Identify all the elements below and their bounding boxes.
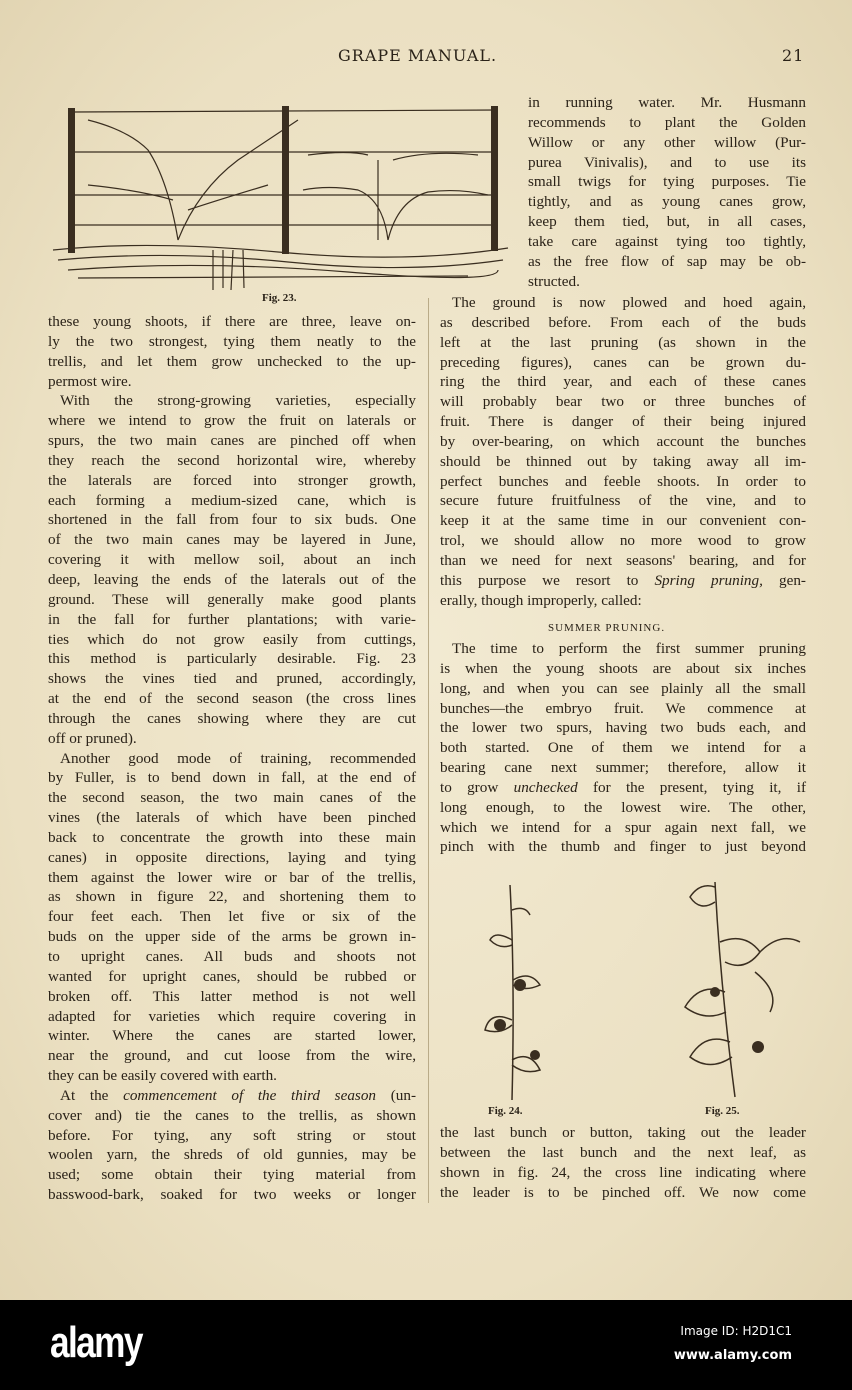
text-line: [48, 1086, 416, 1106]
text-segment: to upright canes. All buds and shoots not: [48, 948, 416, 965]
text-line: [48, 630, 416, 650]
text-line: [48, 352, 416, 372]
text-segment: than we need for next seasons' bearing, and for: [440, 551, 806, 569]
text-segment: adapted for varieties which require covering in: [48, 1007, 416, 1025]
text-line: [48, 649, 416, 669]
text-segment: they can be easily covered with earth.: [48, 1067, 277, 1085]
figure-23-trellis-illustration: [48, 100, 513, 290]
text-line: [440, 531, 806, 551]
text-segment: deep, leaving the ends of the laterals out of the: [48, 570, 416, 588]
text-segment: The time to perform the first summer pruning: [452, 640, 806, 657]
page-number: 21: [782, 46, 805, 65]
text-line: [528, 113, 806, 133]
text-segment: secure future fruitfulness of the vine, and to: [440, 492, 806, 510]
text-line: [48, 788, 416, 808]
text-segment: long, and when you can see plainly all the small: [440, 679, 806, 697]
text-segment: preceding figures), canes can be grown du-: [440, 353, 806, 371]
text-segment: woolen yarn, the shreds of old gunnies, may be: [48, 1146, 416, 1164]
text-segment: this method is particularly desirable. Fig. 23: [48, 650, 416, 668]
text-segment: each forming a medium-sized cane, which is: [48, 491, 416, 509]
text-line: [48, 669, 416, 689]
text-line: [440, 472, 806, 492]
text-segment: this purpose we resort to: [440, 571, 655, 589]
text-line: [48, 491, 416, 511]
text-line: [440, 718, 806, 738]
text-segment: both started. One of them we intend for a: [440, 739, 806, 757]
text-line: [48, 1046, 416, 1066]
text-line: [48, 372, 416, 392]
text-line: [528, 272, 806, 292]
text-line: [440, 639, 806, 659]
figure-25-caption: Fig. 25.: [705, 1105, 740, 1117]
text-segment: canes) in opposite directions, laying and tying: [48, 848, 416, 866]
text-segment: ground. These will generally make good plants: [48, 590, 416, 608]
text-line: [48, 550, 416, 570]
text-line: [48, 709, 416, 729]
text-segment: fruit. There is danger of their being injured: [440, 413, 806, 431]
text-segment: erally, though improperly, called:: [440, 591, 642, 609]
text-segment: near the ground, and cut loose from the wire,: [48, 1047, 416, 1065]
watermark-bar: [0, 1300, 852, 1390]
text-line: [440, 818, 806, 838]
text-segment: spurs, the two main canes are pinched off when: [48, 432, 416, 450]
text-line: [48, 868, 416, 888]
text-segment: trol, we should allow no more wood to grow: [440, 532, 806, 550]
right-top-text: [528, 93, 806, 291]
text-line: [440, 432, 806, 452]
text-segment: At the: [60, 1086, 124, 1104]
text-segment: trellis, and let them grow unchecked to the up-: [48, 352, 416, 370]
text-line: [48, 1145, 416, 1165]
text-line: [440, 659, 806, 679]
text-segment: by over-bearing, on which account the bunches: [440, 432, 806, 450]
text-line: [48, 471, 416, 491]
text-line: [48, 1126, 416, 1146]
text-line: [48, 1185, 416, 1205]
text-line: [440, 392, 806, 412]
text-segment: as the free flow of sap may be ob-: [528, 252, 806, 270]
text-segment: take care against tying too tightly,: [528, 232, 806, 250]
text-line: [48, 431, 416, 451]
text-segment: these young shoots, if there are three, leave on-: [48, 313, 416, 330]
text-segment: cover and) tie the canes to the trellis, as shown: [48, 1106, 416, 1124]
right-bottom-text: [440, 1123, 806, 1202]
text-segment: shown in fig. 24, the cross line indicating where: [440, 1163, 806, 1181]
text-line: [48, 927, 416, 947]
text-segment: small twigs for tying purposes. Tie: [528, 173, 806, 191]
text-segment: With the strong-growing varieties, especially: [60, 392, 416, 410]
text-segment: four feet each. Then let five or six of the: [48, 908, 416, 926]
text-line: [440, 293, 806, 313]
text-line: [48, 332, 416, 352]
text-segment: ties which do not grow easily from cuttings,: [48, 630, 416, 648]
text-line: [440, 313, 806, 333]
text-line: [48, 1026, 416, 1046]
image-id: Image ID: H2D1C1: [680, 1324, 792, 1338]
text-line: [440, 571, 806, 591]
text-line: [440, 778, 806, 798]
text-segment: buds on the upper side of the arms be grown in-: [48, 928, 416, 946]
text-line: [48, 411, 416, 431]
text-line: [440, 1143, 806, 1163]
text-line: [440, 353, 806, 373]
figure-24-caption: Fig. 24.: [488, 1105, 523, 1117]
text-segment: structed.: [528, 272, 580, 290]
text-line: [48, 451, 416, 471]
text-line: [528, 232, 806, 252]
text-line: [48, 987, 416, 1007]
italic-text: Spring pruning,: [654, 571, 763, 589]
italic-text: commencement of the third season: [123, 1086, 377, 1104]
text-segment: bunches—the embryo fruit. We commence at: [440, 699, 806, 717]
text-segment: pinch with the thumb and finger to just beyond: [440, 838, 806, 856]
text-line: [528, 252, 806, 272]
text-line: [48, 768, 416, 788]
italic-text: unchecked: [513, 778, 578, 796]
text-segment: will probably bear two or three bunches of: [440, 393, 806, 411]
alamy-logo: alamy: [50, 1318, 142, 1367]
text-segment: to grow: [440, 778, 514, 796]
text-segment: (un-: [376, 1086, 416, 1104]
running-header: GRAPE MANUAL.: [338, 46, 498, 65]
text-segment: keep them tied, but, in all cases,: [528, 213, 806, 231]
text-line: [440, 372, 806, 392]
text-segment: the leader is to be pinched off. We now come: [440, 1183, 806, 1201]
text-segment: keep it at the same time in our convenient con-: [440, 512, 806, 530]
left-column-text: [48, 312, 416, 1205]
text-line: [528, 172, 806, 192]
text-line: [48, 887, 416, 907]
text-segment: should be thinned out by taking away all im-: [440, 452, 806, 470]
text-segment: the laterals are forced into stronger growth,: [48, 471, 416, 489]
column-divider: [428, 298, 429, 1203]
figure-24-vine-shoot-illustration: [470, 880, 560, 1105]
text-segment: covering it with mellow soil, about an inch: [48, 551, 416, 569]
text-line: [440, 1163, 806, 1183]
text-segment: at the end of the second season (the cross lines: [48, 690, 416, 708]
text-segment: bearing cane next summer; therefore, allow it: [440, 759, 806, 777]
text-line: [440, 1183, 806, 1203]
text-segment: shows the vines tied and pruned, accordingly,: [48, 670, 416, 688]
text-segment: permost wire.: [48, 372, 132, 390]
figure-25-vine-shoot-illustration: [660, 862, 805, 1102]
text-line: [440, 679, 806, 699]
text-segment: perfect bunches and feeble shoots. In order to: [440, 472, 806, 490]
text-segment: as described before. From each of the buds: [440, 313, 806, 331]
summer-pruning-text: [440, 639, 806, 857]
text-segment: Willow or any other willow (Pur-: [528, 133, 806, 151]
text-line: [440, 551, 806, 571]
text-line: [48, 1106, 416, 1126]
text-segment: ly the two strongest, tying them neatly to the: [48, 332, 416, 350]
text-line: [48, 312, 416, 332]
text-line: [48, 590, 416, 610]
text-line: [440, 837, 806, 857]
text-line: [528, 133, 806, 153]
section-heading-summer-pruning: SUMMER PRUNING.: [548, 622, 666, 634]
text-line: [48, 848, 416, 868]
text-segment: before. For tying, any soft string or stout: [48, 1126, 416, 1144]
text-segment: where we intend to grow the fruit on laterals or: [48, 412, 416, 430]
text-line: [440, 333, 806, 353]
text-line: [48, 1007, 416, 1027]
text-line: [48, 570, 416, 590]
figure-23-caption: Fig. 23.: [262, 292, 297, 304]
text-segment: the last bunch or button, taking out the leader: [440, 1124, 806, 1141]
text-line: [48, 391, 416, 411]
text-line: [440, 412, 806, 432]
text-line: [528, 153, 806, 173]
text-line: [48, 729, 416, 749]
text-line: [48, 749, 416, 769]
text-segment: through the canes showing where they are cut: [48, 709, 416, 727]
text-segment: the second season, the two main canes of the: [48, 789, 416, 807]
text-segment: ring the third year, and each of these canes: [440, 373, 806, 391]
text-line: [48, 510, 416, 530]
text-line: [528, 93, 806, 113]
text-line: [48, 1165, 416, 1185]
text-line: [528, 192, 806, 212]
text-segment: is when the young shoots are about six inches: [440, 659, 806, 677]
text-segment: basswood-bark, soaked for two weeks or longer: [48, 1186, 416, 1204]
text-line: [48, 610, 416, 630]
text-line: [440, 452, 806, 472]
text-segment: left at the last pruning (as shown in the: [440, 333, 806, 351]
text-line: [440, 758, 806, 778]
text-segment: purea Vinivalis), and to use its: [528, 153, 806, 171]
text-line: [48, 689, 416, 709]
text-segment: of the two main canes may be layered in June,: [48, 531, 416, 549]
text-line: [48, 808, 416, 828]
text-segment: wanted for upright canes, should be rubbed or: [48, 967, 416, 985]
text-segment: off or pruned).: [48, 729, 137, 747]
text-segment: recommends to plant the Golden: [528, 113, 806, 131]
site-url: www.alamy.com: [673, 1348, 792, 1363]
text-segment: the lower two spurs, having two buds each, and: [440, 719, 806, 737]
text-line: [440, 738, 806, 758]
text-segment: long enough, to the lowest wire. The other,: [440, 798, 806, 816]
text-segment: vines (the laterals of which have been pinched: [48, 809, 416, 827]
text-line: [48, 1066, 416, 1086]
text-segment: in the fall for further plantations; with varie-: [48, 610, 416, 628]
text-segment: gen-: [762, 571, 806, 589]
text-segment: in running water. Mr. Husmann: [528, 94, 806, 111]
right-column-text: [440, 293, 806, 611]
text-segment: between the last bunch and the next leaf, as: [440, 1143, 806, 1161]
text-segment: they reach the second horizontal wire, whereby: [48, 451, 416, 469]
text-line: [48, 828, 416, 848]
text-line: [48, 907, 416, 927]
text-segment: them against the lower wire or bar of the trellis,: [48, 868, 416, 886]
text-line: [440, 798, 806, 818]
text-segment: The ground is now plowed and hoed again,: [452, 294, 806, 311]
text-line: [440, 511, 806, 531]
text-segment: broken off. This latter method is not well: [48, 987, 416, 1005]
text-line: [440, 491, 806, 511]
text-line: [48, 530, 416, 550]
text-segment: winter. Where the canes are started lower,: [48, 1027, 416, 1045]
text-segment: as shown in figure 22, and shortening them to: [48, 888, 416, 906]
text-segment: for the present, tying it, if: [577, 778, 807, 796]
text-segment: shortened in the fall from four to six buds. One: [48, 511, 416, 529]
text-line: [528, 212, 806, 232]
text-segment: back to concentrate the growth into these main: [48, 828, 416, 846]
text-segment: by Fuller, is to bend down in fall, at the end of: [48, 769, 416, 787]
text-segment: tightly, and as young canes grow,: [528, 193, 806, 211]
text-line: [48, 947, 416, 967]
text-line: [48, 967, 416, 987]
text-segment: which we intend for a spur again next fall, we: [440, 818, 806, 836]
text-segment: used; some obtain their tying material from: [48, 1166, 416, 1184]
text-segment: Another good mode of training, recommended: [60, 749, 416, 767]
text-line: [440, 699, 806, 719]
text-line: [440, 1123, 806, 1143]
text-line: [440, 591, 806, 611]
